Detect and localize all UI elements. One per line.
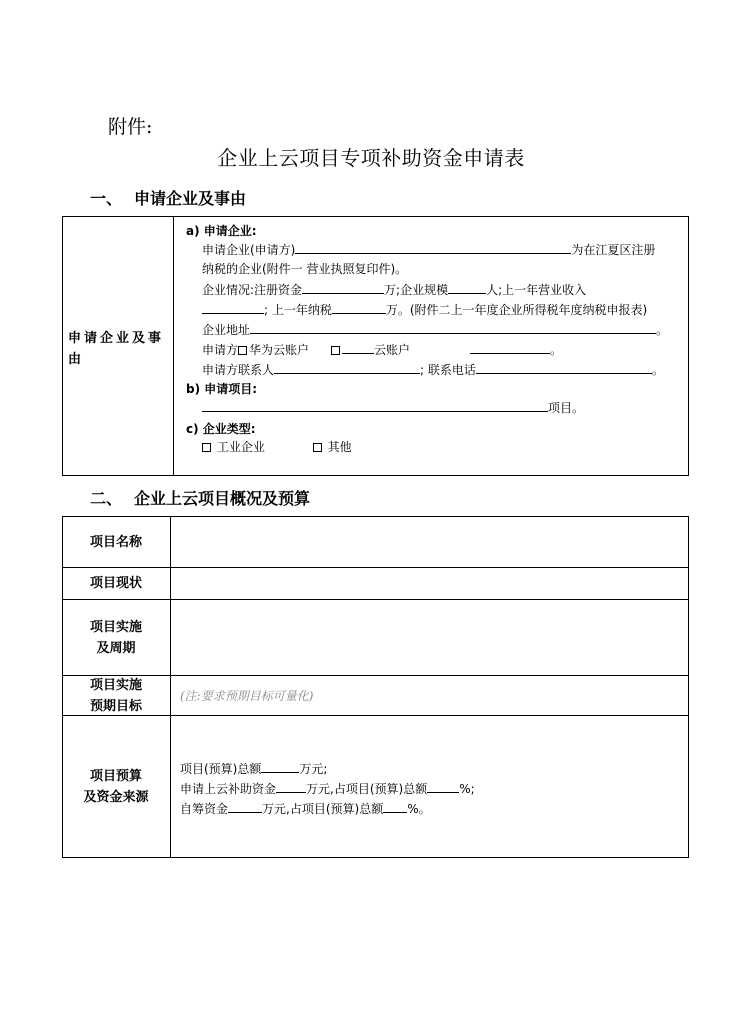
self-funding-percent-sign: %。 — [407, 802, 431, 816]
budget-line-1 — [180, 761, 327, 776]
info-wan2: ; 上一年纳税 — [264, 303, 332, 317]
registered-capital-field[interactable] — [302, 282, 384, 294]
project-name-field[interactable] — [202, 400, 548, 412]
tax-note: 纳税的企业(附件一 营业执照复印件)。 — [202, 262, 408, 276]
project-suffix: 项目。 — [548, 401, 585, 415]
cloud-account-id-field[interactable] — [470, 342, 550, 354]
c-label: c) 企业类型: — [186, 422, 256, 436]
attachment-label: 附件: — [108, 116, 153, 138]
other-cloud-checkbox[interactable] — [331, 346, 340, 355]
section2-title: 企业上云项目概况及预算 — [134, 489, 311, 508]
address-field[interactable] — [250, 322, 656, 334]
applicant-line — [202, 242, 655, 257]
company-type-line — [202, 440, 352, 454]
section1-title: 申请企业及事由 — [134, 189, 247, 208]
info-line-2 — [202, 302, 647, 317]
row-label-implementation — [62, 617, 170, 659]
company-scale-field[interactable] — [448, 282, 486, 294]
section2-heading — [90, 486, 310, 509]
row-label-line2: 预期目标 — [89, 699, 142, 714]
row-label-expected-goal — [62, 675, 170, 717]
row-label-line2: 及资金来源 — [83, 790, 149, 805]
subsidy-unit: 万元,占项目(预算)总额 — [306, 782, 428, 796]
phone-end: 。 — [651, 363, 664, 377]
revenue-field[interactable] — [202, 302, 264, 314]
phone-label: ; 联系电话 — [420, 363, 476, 377]
row-label-line1: 项目名称 — [89, 535, 142, 550]
row-label-line1: 项目实施 — [89, 620, 142, 635]
page-title: 企业上云项目专项补助资金申请表 — [217, 146, 525, 170]
budget-total-label: 项目(预算)总额 — [180, 762, 262, 776]
row-label-project-status — [62, 573, 170, 594]
cloud-account-line — [202, 342, 562, 357]
self-funding-amount-field[interactable] — [228, 801, 262, 813]
budget-line-3 — [180, 801, 431, 816]
type-other-label: 其他 — [327, 440, 352, 454]
budget-total-unit: 万元; — [299, 762, 328, 776]
cloud-prefix: 申请方 — [202, 343, 239, 357]
goal-note: (注:要求预期目标可量化) — [180, 689, 314, 703]
cloud-end: 。 — [550, 343, 563, 357]
section1-left-label-line2: 由 — [68, 352, 85, 367]
industrial-checkbox[interactable] — [202, 443, 211, 452]
b-label: b) 申请项目: — [186, 382, 258, 396]
budget-line-2 — [180, 781, 475, 796]
row-label-line1: 项目预算 — [89, 769, 142, 784]
row-label-budget — [62, 766, 170, 808]
cloud-huawei-label: 华为云账户 — [249, 343, 310, 357]
project-status-input[interactable] — [171, 568, 688, 599]
subsidy-amount-field[interactable] — [276, 781, 306, 793]
budget-total-field[interactable] — [261, 761, 299, 773]
applicant-name-field[interactable] — [295, 242, 571, 254]
section1-left-label-line1: 申请企业及事 — [68, 331, 165, 346]
info-prefix: 企业情况:注册资金 — [202, 283, 303, 297]
subsidy-percent-field[interactable] — [427, 781, 459, 793]
project-line — [202, 400, 584, 415]
contact-label: 申请方联系人 — [202, 363, 275, 377]
type-industrial-label: 工业企业 — [216, 440, 265, 454]
section1-number: 一、 — [90, 189, 123, 208]
self-funding-unit: 万元,占项目(预算)总额 — [262, 802, 384, 816]
applicant-prefix: 申请企业(申请方) — [202, 243, 296, 257]
other-type-checkbox[interactable] — [313, 443, 322, 452]
info-line — [202, 282, 586, 297]
implementation-period-input[interactable] — [171, 600, 688, 675]
applicant-suffix: 为在江夏区注册 — [571, 243, 656, 257]
project-name-input[interactable] — [171, 517, 688, 567]
huawei-cloud-checkbox[interactable] — [238, 346, 247, 355]
section1-heading — [90, 186, 246, 209]
address-end: 。 — [656, 323, 669, 337]
contact-line — [202, 362, 664, 377]
subsidy-label: 申请上云补助资金 — [180, 782, 277, 796]
row-label-project-name — [62, 532, 170, 553]
row-label-line1: 项目现状 — [89, 576, 142, 591]
section1-left-label — [62, 328, 179, 370]
phone-field[interactable] — [476, 362, 652, 374]
info-wan3: 万。(附件二上一年度企业所得税年度纳税申报表) — [385, 303, 648, 317]
a-label: a) 申请企业: — [186, 224, 257, 238]
contact-person-field[interactable] — [274, 362, 420, 374]
info-people: 人;上一年营业收入 — [486, 283, 587, 297]
cloud-account-label: 云账户 — [374, 343, 411, 357]
address-label: 企业地址 — [202, 323, 251, 337]
subsidy-percent-sign: %; — [459, 782, 475, 796]
other-cloud-name-field[interactable] — [342, 342, 374, 354]
address-line — [202, 322, 668, 337]
self-funding-label: 自筹资金 — [180, 802, 229, 816]
tax-paid-field[interactable] — [332, 302, 386, 314]
row-label-line1: 项目实施 — [89, 678, 142, 693]
row-label-line2: 及周期 — [96, 641, 136, 656]
self-funding-percent-field[interactable] — [383, 801, 407, 813]
info-wan1: 万;企业规模 — [384, 283, 449, 297]
section2-number: 二、 — [90, 489, 123, 508]
